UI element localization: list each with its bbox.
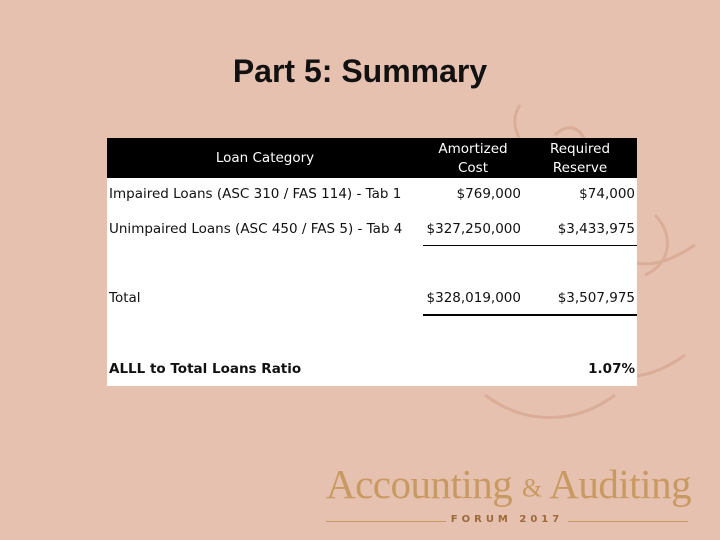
row-category: Unimpaired Loans (ASC 450 / FAS 5) - Tab 4 [109,221,403,237]
subtotal-rule [423,245,637,246]
header-required-reserve [523,140,637,178]
header-reserve-line2: Reserve [552,160,608,176]
row-amortized-cost: $327,250,000 [426,221,521,237]
logo-subtitle: FORUM 2017 [450,513,564,525]
header-amortized-line1: Amortized [438,141,508,157]
total-label: Total [109,290,141,306]
forum-logo [326,461,692,528]
header-reserve-line1: Required [549,141,611,157]
slide-title: Part 5: Summary [232,53,488,89]
total-required-reserve: $3,507,975 [557,290,635,306]
logo-word-accounting: Accounting [326,461,513,507]
logo-word-auditing: Auditing [549,461,692,507]
summary-table [107,138,637,386]
ratio-value: 1.07% [588,361,635,377]
header-amortized-line2: Cost [457,160,488,176]
header-loan-category: Loan Category [215,150,315,166]
total-amortized-cost: $328,019,000 [426,290,521,306]
logo-wordmark [326,461,692,512]
row-required-reserve: $3,433,975 [557,221,635,237]
total-rule [423,314,637,316]
logo-ampersand: & [522,473,542,503]
row-category: Impaired Loans (ASC 310 / FAS 114) - Tab 1 [109,186,402,202]
ratio-label: ALLL to Total Loans Ratio [109,361,302,377]
row-required-reserve: $74,000 [579,186,635,202]
table-header [107,138,637,178]
row-amortized-cost: $769,000 [456,186,521,202]
logo-subtitle-bar [326,514,688,528]
header-amortized-cost [423,140,523,178]
